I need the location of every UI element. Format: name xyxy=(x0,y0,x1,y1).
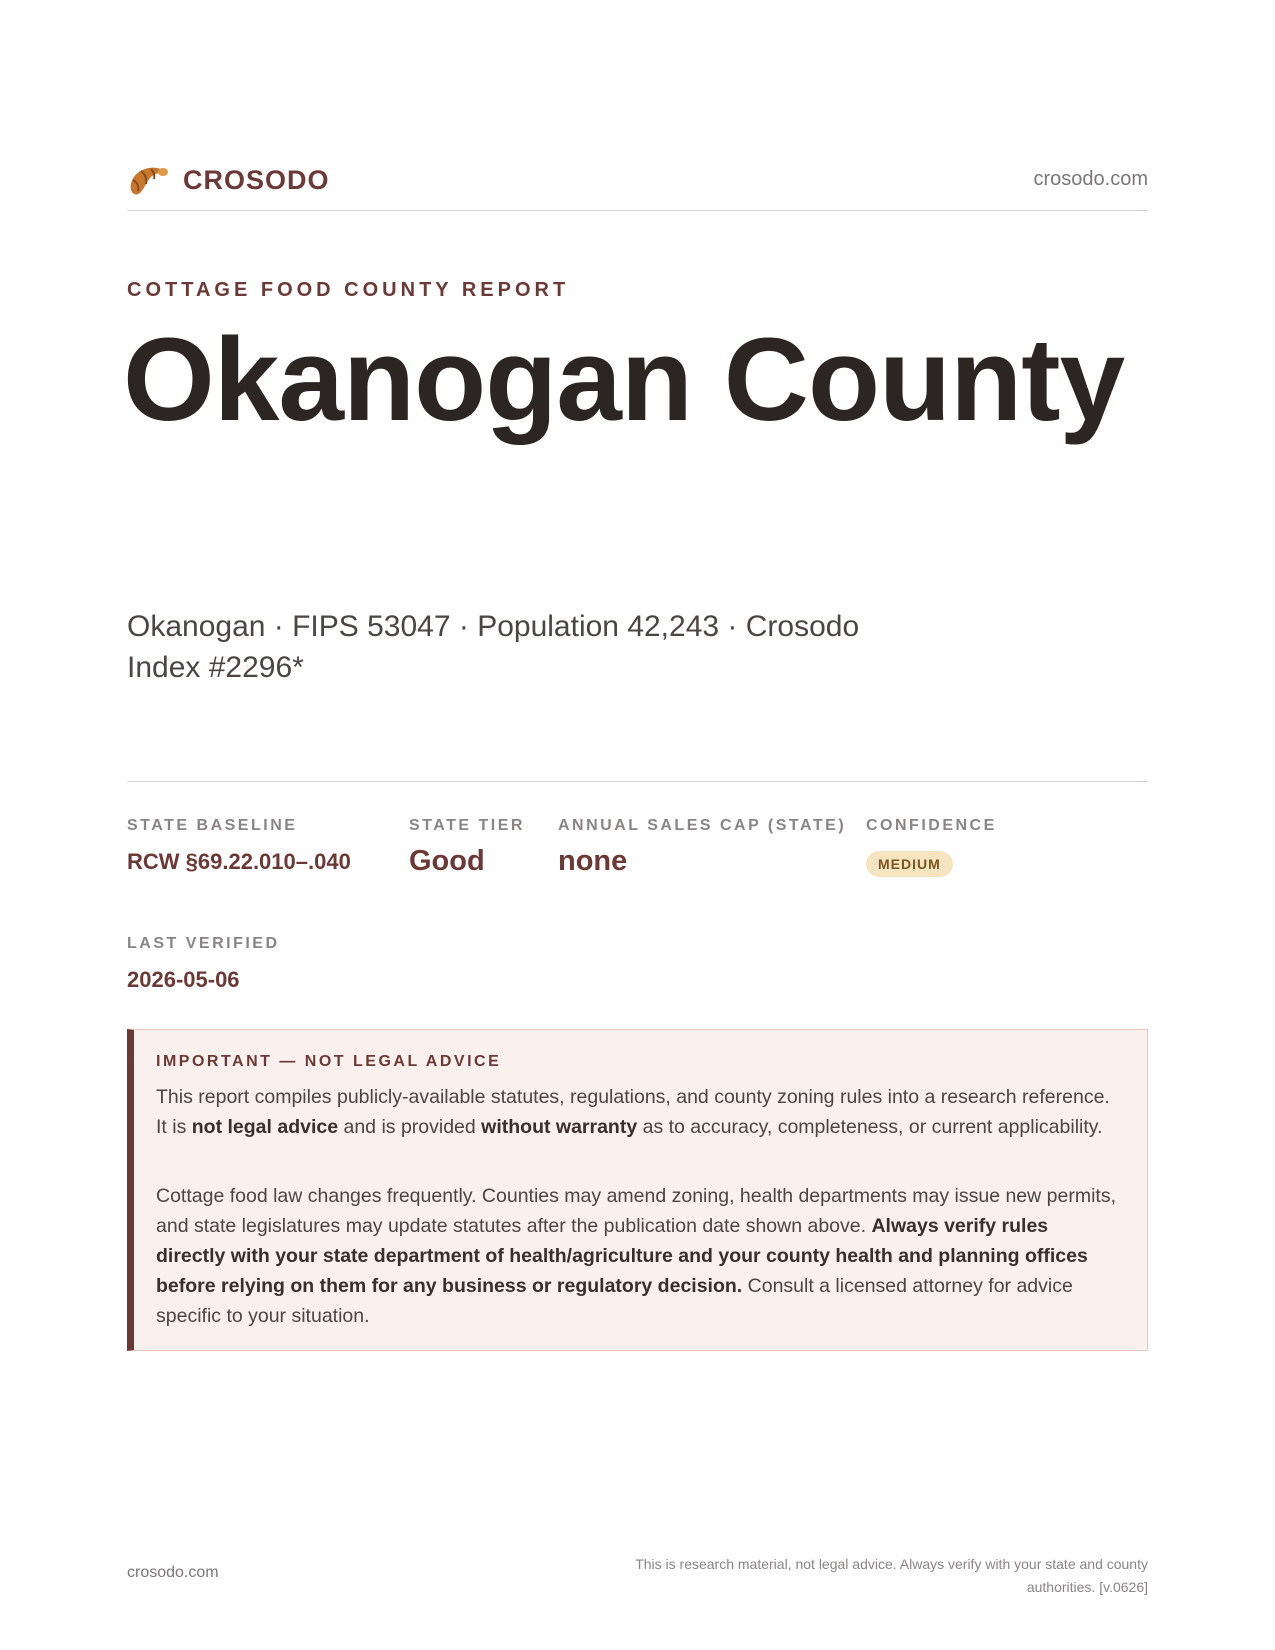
stat-last-verified xyxy=(127,935,280,993)
notice-paragraph-2: Cottage food law changes frequently. Counties may amend zoning, health departments may issue new permits, and state legislatures may update statutes after the publication date shown above. Always verify rules directly with your state department of health/agriculture and your county health and planning offices before relying on them for any business or regulatory decision. Consult a licensed attorney for advice specific to your situation. xyxy=(156,1185,1116,1327)
stat-state-tier xyxy=(409,817,525,878)
stat-value: none xyxy=(558,845,628,877)
stat-sales-cap xyxy=(558,817,846,878)
report-page xyxy=(123,0,1148,1650)
report-eyebrow: COTTAGE FOOD COUNTY REPORT xyxy=(127,279,570,301)
brand[interactable] xyxy=(127,160,330,200)
stat-label: CONFIDENCE xyxy=(866,817,997,834)
page-title: Okanogan County xyxy=(123,314,1125,446)
section-divider xyxy=(127,781,1148,782)
stat-label: ANNUAL SALES CAP (STATE) xyxy=(558,817,847,834)
legal-notice xyxy=(127,1029,1148,1351)
header-url-link[interactable]: crosodo.com xyxy=(1033,168,1148,190)
page-header xyxy=(127,156,1148,211)
brand-name: CROSODO xyxy=(183,164,330,195)
footer-url-link[interactable]: crosodo.com xyxy=(127,1564,219,1581)
report-subtitle: Okanogan · FIPS 53047 · Population 42,243 · Crosodo Index #2296* xyxy=(127,610,860,684)
stat-value: Good xyxy=(409,845,485,877)
confidence-badge: MEDIUM xyxy=(866,851,953,877)
croissant-icon xyxy=(127,160,171,200)
notice-paragraph-1: This report compiles publicly-available statutes, regulations, and county zoning rules into a research reference. It is not legal advice and is provided without warranty as to accuracy, completeness, or current applicability. xyxy=(156,1086,1110,1138)
footer-disclaimer: This is research material, not legal advice. Always verify with your state and county authorities. [v.0626] xyxy=(635,1556,1148,1595)
stat-value: RCW §69.22.010–.040 xyxy=(127,849,351,874)
stat-label: STATE TIER xyxy=(409,817,525,834)
stat-label: STATE BASELINE xyxy=(127,817,298,834)
stat-confidence xyxy=(866,817,997,877)
notice-title: IMPORTANT — NOT LEGAL ADVICE xyxy=(156,1053,502,1070)
stat-value: 2026-05-06 xyxy=(127,967,240,992)
stat-state-baseline xyxy=(127,817,351,875)
stat-label: LAST VERIFIED xyxy=(127,935,280,952)
